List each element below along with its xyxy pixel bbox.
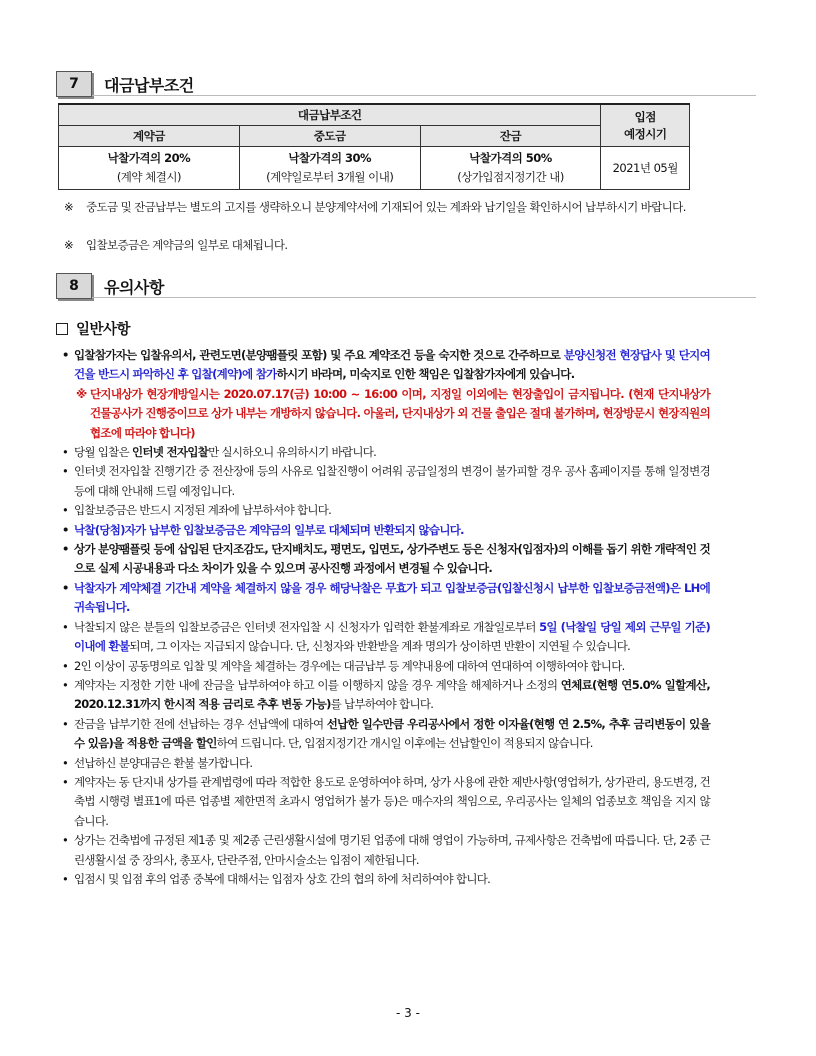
site-visit-warning: ※ 단지내상가 현장개방일시는 2020.07.17(금) 10:00 ~ 16:00 이며, 지정일 이외에는 현장출입이 금지됩니다. (현재 단지내상가 건물공사가 진행중이므로 상가 내부는 개방하지 않습니다. 아울러, 단지내상가 외 건물 출입은 절대 불가하며, 현장방문시 현장직원의 협조에 따라야 합니다) [76,386,710,440]
section-7-header [56,71,194,97]
col-header-balance: 잔금 [420,126,601,147]
list-item: • 계약자는 지정한 기한 내에 잔금을 납부하여야 하고 이를 이행하지 않을 경우 계약을 해제하거나 소정의 연체료(현행 연5.0% 일할계산, 2020.12.31까지 한시적 적용 금리로 추후 변동 가능)를 납부하여야 합니다. [62,677,710,712]
page-number: - 3 - [396,1006,420,1020]
table-group-header: 대금납부조건 [59,104,601,126]
table-cell-interim: 낙찰가격의 30% (계약일로부터 3개월 이내) [239,147,420,190]
list-item: • 상가는 건축법에 규정된 제1종 및 제2종 근린생활시설에 명기된 업종에 대해 영업이 가능하며, 규제사항은 건축법에 따릅니다. 단, 2종 근린생활시설 중 장의사, 총포사, 단란주점, 안마시술소는 입점이 제한됩니다. [62,833,710,867]
section-number: 7 [56,71,92,97]
list-item: • 낙찰자가 계약체결 기간내 계약을 체결하지 않을 경우 해당낙찰은 무효가 되고 입찰보증금(입찰신청시 납부한 입찰보증금전액)은 LH에 귀속됩니다. [62,580,710,615]
col-header-deposit: 계약금 [59,126,240,147]
table-cell-deposit: 낙찰가격의 20% (계약 체결시) [59,147,240,190]
section-title: 대금납부조건 [104,75,194,95]
section-divider [92,297,756,298]
list-item: • 인터넷 전자입찰 진행기간 중 전산장애 등의 사유로 입찰진행이 어려워 공급일정의 변경이 불가피할 경우 공사 홈페이지를 통해 일정변경 등에 대해 안내해 드릴 예정입니다. [62,464,710,498]
list-item: • 낙찰되지 않은 분들의 입찰보증금은 인터넷 전자입찰 시 신청자가 입력한 환불계좌로 개찰일로부터 5일 (낙찰일 당일 제외 근무일 기준) 이내에 환불되며, 그 이자는 지급되지 않습니다. 단, 신청자와 반환받을 계좌 명의가 상이하면 반환이 지연될 수 있습니다. [62,619,711,654]
note: ※ 중도금 및 잔금납부는 별도의 고지를 생략하오니 분양계약서에 기재되어 있는 계좌와 납기일을 확인하시어 납부하시기 바랍니다. [64,200,686,214]
list-item: • 입찰보증금은 반드시 지정된 계좌에 납부하셔야 합니다. [62,503,332,518]
list-item: • 선납하신 분양대금은 환불 불가합니다. [62,755,253,770]
list-item: • 입점시 및 입점 후의 업종 중복에 대해서는 입점자 상호 간의 협의 하에 처리하여야 합니다. [62,871,491,886]
list-item: • 2인 이상이 공동명의로 입찰 및 계약을 체결하는 경우에는 대금납부 등 계약내용에 대하여 연대하여 이행하여야 합니다. [62,658,625,673]
section-divider [92,95,756,96]
section-title: 유의사항 [104,277,164,297]
payment-terms-table [58,103,690,190]
list-item: • 당월 입찰은 인터넷 전자입찰만 실시하오니 유의하시기 바랍니다. [62,445,377,460]
list-item: • 낙찰(당첨)자가 납부한 입찰보증금은 계약금의 일부로 대체되며 반환되지 않습니다. [62,522,464,537]
move-in-header: 입점 예정시기 [601,104,690,147]
section-8-header [56,273,164,299]
list-item: • 잔금을 납부기한 전에 선납하는 경우 선납액에 대하여 선납한 일수만큼 우리공사에서 정한 이자율(현행 연 2.5%, 추후 금리변동이 있을 수 있음)을 적용한 금액을 할인하여 드립니다. 단, 입점지정기간 개시일 이후에는 선납할인이 적용되지 않습니다. [62,716,710,751]
table-cell-balance: 낙찰가격의 50% (상가입점지정기간 내) [420,147,601,190]
section-number: 8 [56,273,92,299]
square-bullet-icon [56,323,68,335]
list-item: • 상가 분양팸플릿 등에 삽입된 단지조감도, 단지배치도, 평면도, 입면도, 상가주변도 등은 신청자(입점자)의 이해를 돕기 위한 개략적인 것으로 실제 시공내용과 다소 차이가 있을 수 있으며 공사진행 과정에서 변경될 수 있습니다. [62,542,710,576]
note: ※ 입찰보증금은 계약금의 일부로 대체됩니다. [64,238,288,252]
table-cell-move-in: 2021년 05월 [601,147,690,190]
general-heading: 일반사항 [56,318,130,339]
list-item: • 입찰참가자는 입찰유의서, 관련도면(분양팸플릿 포함) 및 주요 계약조건 등을 숙지한 것으로 간주하므로 분양신청전 현장답사 및 단지여건을 반드시 파악하신 후 입찰(계약)에 참가하시기 바라며, 미숙지로 인한 책임은 입찰참가자에게 있습니다. [62,348,710,382]
list-item: • 계약자는 동 단지내 상가를 관계법령에 따라 적합한 용도로 운영하여야 하며, 상가 사용에 관한 제반사항(영업허가, 상가관리, 용도변경, 건축법 시행령 별표1에 따른 업종별 제한면적 초과시 영업허가 불가 등)은 매수자의 책임으로, 우리공사는 일체의 업종보호 책임을 지지 않습니다. [62,774,710,828]
notice-list [62,346,710,889]
col-header-interim: 중도금 [239,126,420,147]
